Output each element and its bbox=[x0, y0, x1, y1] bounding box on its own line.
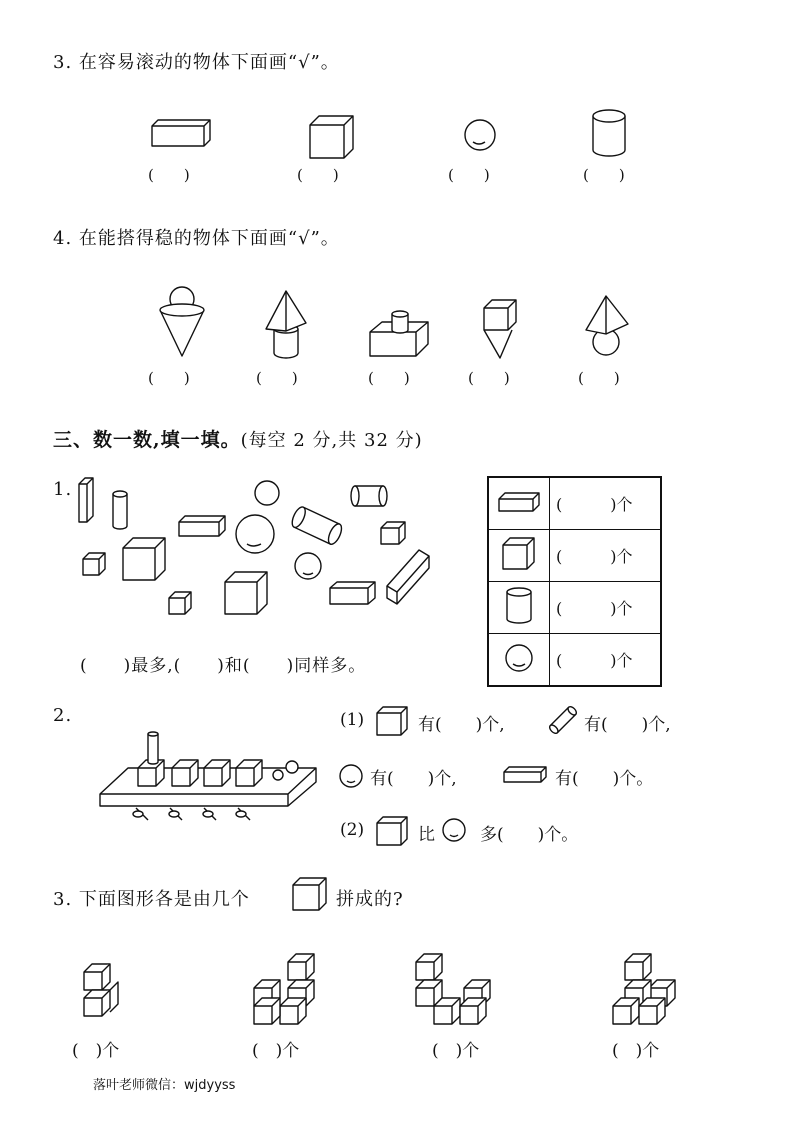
part-3-title: 3. 下面图形各是由几个 bbox=[53, 889, 250, 910]
cube-icon bbox=[291, 876, 329, 914]
answer-blank[interactable]: ( ) bbox=[297, 166, 339, 184]
question-3-title: 3. 在容易滚动的物体下面画“√”。 bbox=[53, 52, 340, 73]
ball-on-cone-figure bbox=[158, 286, 206, 360]
table-row bbox=[488, 477, 661, 530]
cone-on-ball-figure bbox=[584, 294, 634, 358]
cuboid-icon bbox=[502, 765, 548, 785]
sphere-figure bbox=[463, 118, 499, 154]
answer-blank[interactable]: ( ) bbox=[448, 166, 490, 184]
cuboid-figure bbox=[152, 120, 212, 150]
cylinder-count-blank[interactable]: 有( )个, bbox=[584, 715, 671, 735]
cylinder-figure bbox=[592, 109, 628, 159]
question-4-title: 4. 在能搭得稳的物体下面画“√”。 bbox=[53, 228, 340, 249]
compare-count-blank[interactable]: 多( )个。 bbox=[480, 825, 579, 845]
answer-blank[interactable]: ( )个 bbox=[612, 1041, 660, 1061]
cylinder-icon bbox=[546, 703, 580, 737]
cube-icon bbox=[375, 705, 409, 737]
count-blank[interactable]: ( )个 bbox=[550, 530, 662, 582]
cube-icon bbox=[488, 530, 550, 582]
count-table bbox=[487, 476, 662, 687]
answer-blank[interactable]: ( )个 bbox=[252, 1041, 300, 1061]
part-3-title-end: 拼成的? bbox=[336, 889, 404, 910]
answer-blank[interactable]: ( ) bbox=[578, 369, 620, 387]
table-row bbox=[488, 634, 661, 687]
part-1-answer-line[interactable]: ( )最多,( )和( )同样多。 bbox=[80, 656, 367, 676]
toy-train-figure bbox=[98, 730, 318, 822]
answer-blank[interactable]: ( )个 bbox=[72, 1041, 120, 1061]
answer-blank[interactable]: ( ) bbox=[468, 369, 510, 387]
part-2-number: 2. bbox=[53, 705, 73, 726]
answer-blank[interactable]: ( ) bbox=[368, 369, 410, 387]
cuboid-icon bbox=[488, 477, 550, 530]
scattered-shapes-figure bbox=[75, 476, 435, 621]
stacked-cubes-figure bbox=[254, 954, 334, 1026]
compare-text: 比 bbox=[418, 825, 435, 845]
answer-blank[interactable]: ( ) bbox=[583, 166, 625, 184]
cone-on-cylinder-figure bbox=[264, 289, 312, 361]
section-title: 三、数一数,填一填。 bbox=[53, 429, 241, 451]
cylinder-on-cuboid-figure bbox=[370, 308, 430, 360]
table-row bbox=[488, 582, 661, 634]
table-row bbox=[488, 530, 661, 582]
cylinder-icon bbox=[488, 582, 550, 634]
answer-blank[interactable]: ( ) bbox=[256, 369, 298, 387]
count-blank[interactable]: ( )个 bbox=[550, 477, 662, 530]
count-blank[interactable]: ( )个 bbox=[550, 634, 662, 687]
answer-blank[interactable]: ( )个 bbox=[432, 1041, 480, 1061]
footer-note: 落叶老师微信：wjdyyss bbox=[93, 1078, 236, 1093]
cuboid-count-blank[interactable]: 有( )个。 bbox=[555, 769, 654, 789]
cube-icon bbox=[375, 815, 409, 847]
sphere-icon bbox=[442, 818, 468, 844]
sphere-count-blank[interactable]: 有( )个, bbox=[370, 769, 457, 789]
stacked-cubes-figure bbox=[416, 954, 516, 1026]
section-score: (每空 2 分,共 32 分) bbox=[240, 430, 423, 451]
part-2-line-1-label: (1) bbox=[340, 710, 365, 730]
count-blank[interactable]: ( )个 bbox=[550, 582, 662, 634]
cube-figure bbox=[310, 116, 356, 162]
answer-blank[interactable]: ( ) bbox=[148, 369, 190, 387]
answer-blank[interactable]: ( ) bbox=[148, 166, 190, 184]
sphere-icon bbox=[339, 764, 365, 790]
cube-on-cone-figure bbox=[482, 300, 520, 362]
section-heading bbox=[53, 425, 423, 452]
stacked-cubes-figure bbox=[613, 954, 693, 1026]
stacked-cubes-figure bbox=[84, 964, 144, 1026]
part-1-number: 1. bbox=[53, 479, 73, 500]
cube-count-blank[interactable]: 有( )个, bbox=[418, 715, 505, 735]
part-2-line-3-label: (2) bbox=[340, 820, 365, 840]
sphere-icon bbox=[488, 634, 550, 687]
